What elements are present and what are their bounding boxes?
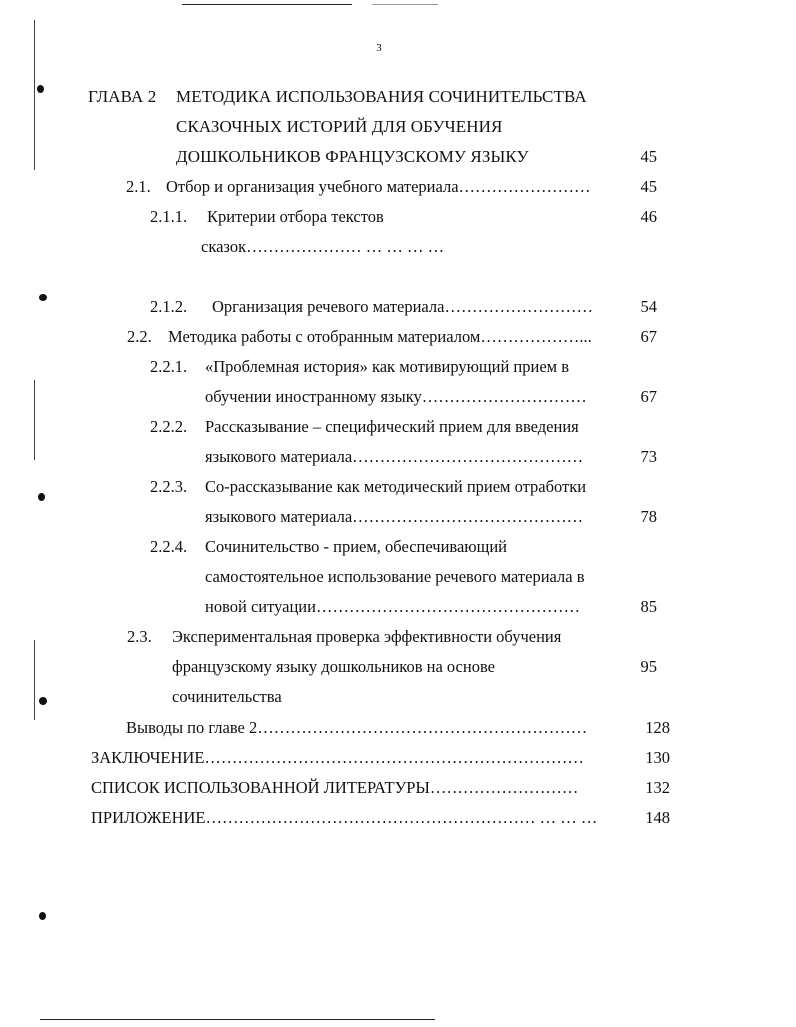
entry-title: самостоятельное использование речевого материала в (205, 567, 585, 586)
final-section-entry: ПРИЛОЖЕНИЕ…………………………………………………… … … … (91, 808, 598, 827)
entry-number: 2.3. (127, 627, 152, 646)
chapter-title-line: ДОШКОЛЬНИКОВ ФРАНЦУЗСКОМУ ЯЗЫКУ (176, 147, 529, 166)
entry-title: французскому языку дошкольников на основе (172, 657, 495, 676)
entry-number: 2.2.3. (150, 477, 188, 496)
entry-title: обучении иностранному языку………………………… (205, 387, 587, 406)
page-number: 3 (376, 42, 382, 54)
left-scan-edge (34, 20, 35, 170)
entry-number: 2.1.2. (150, 297, 188, 316)
entry-number: 2.2.2. (150, 417, 188, 436)
entry-page: 78 (640, 507, 657, 526)
entry-title: Экспериментальная проверка эффективности обучения (172, 627, 562, 646)
chapter-page: 45 (640, 147, 657, 166)
punch-hole-mark (37, 85, 44, 93)
chapter-title-line: МЕТОДИКА ИСПОЛЬЗОВАНИЯ СОЧИНИТЕЛЬСТВА (176, 87, 587, 106)
final-section-page: 148 (645, 808, 670, 827)
punch-hole-mark (39, 912, 46, 920)
entry-page: 45 (640, 177, 657, 196)
entry-title: Со-рассказывание как методический прием отработки (205, 477, 587, 496)
entry-page: 95 (640, 657, 657, 676)
entry-title: сочинительства (172, 687, 282, 706)
punch-hole-mark (39, 697, 47, 705)
top-scan-dash (372, 4, 438, 5)
top-scan-line (182, 4, 352, 5)
entry-title: Методика работы с отобранным материалом………………... (168, 327, 592, 346)
entry-title: Рассказывание – специфический прием для введения (205, 417, 579, 436)
final-section-page: 132 (645, 778, 670, 797)
entry-title: новой ситуации………………………………………… (205, 597, 580, 616)
left-scan-edge-bottom (34, 640, 35, 720)
conclusions-entry: Выводы по главе 2…………………………………………………… (126, 718, 588, 737)
final-section-entry: ЗАКЛЮЧЕНИЕ…………………………………………………………… (91, 748, 584, 767)
final-section-entry: СПИСОК ИСПОЛЬЗОВАННОЙ ЛИТЕРАТУРЫ……………………… (91, 778, 579, 797)
conclusions-page: 128 (645, 718, 670, 737)
entry-title: сказок………………… … … … … (201, 237, 445, 256)
entry-title: Организация речевого материала……………………… (212, 297, 593, 316)
entry-page: 67 (640, 327, 657, 346)
bottom-scan-line (40, 1019, 435, 1020)
entry-page: 73 (640, 447, 657, 466)
entry-number: 2.2.1. (150, 357, 188, 376)
entry-title: «Проблемная история» как мотивирующий прием в (205, 357, 570, 376)
entry-title: Отбор и организация учебного материала…………………… (166, 177, 591, 196)
entry-page: 46 (640, 207, 657, 226)
entry-page: 67 (640, 387, 657, 406)
entry-title: Сочинительство - прием, обеспечивающий (205, 537, 507, 556)
final-section-page: 130 (645, 748, 670, 767)
entry-title: Критерии отбора текстов (207, 207, 384, 226)
chapter-title-line: СКАЗОЧНЫХ ИСТОРИЙ ДЛЯ ОБУЧЕНИЯ (176, 117, 503, 136)
entry-page: 54 (640, 297, 657, 316)
entry-title: языкового материала…………………………………… (205, 447, 584, 466)
entry-title: языкового материала…………………………………… (205, 507, 584, 526)
entry-page: 85 (640, 597, 657, 616)
left-scan-edge-lower (34, 380, 35, 460)
entry-number: 2.1.1. (150, 207, 188, 226)
entry-number: 2.2.4. (150, 537, 188, 556)
punch-hole-mark (38, 493, 45, 501)
entry-number: 2.1. (126, 177, 151, 196)
entry-number: 2.2. (127, 327, 152, 346)
chapter-label: ГЛАВА 2 (88, 87, 157, 106)
punch-hole-mark (39, 294, 47, 301)
